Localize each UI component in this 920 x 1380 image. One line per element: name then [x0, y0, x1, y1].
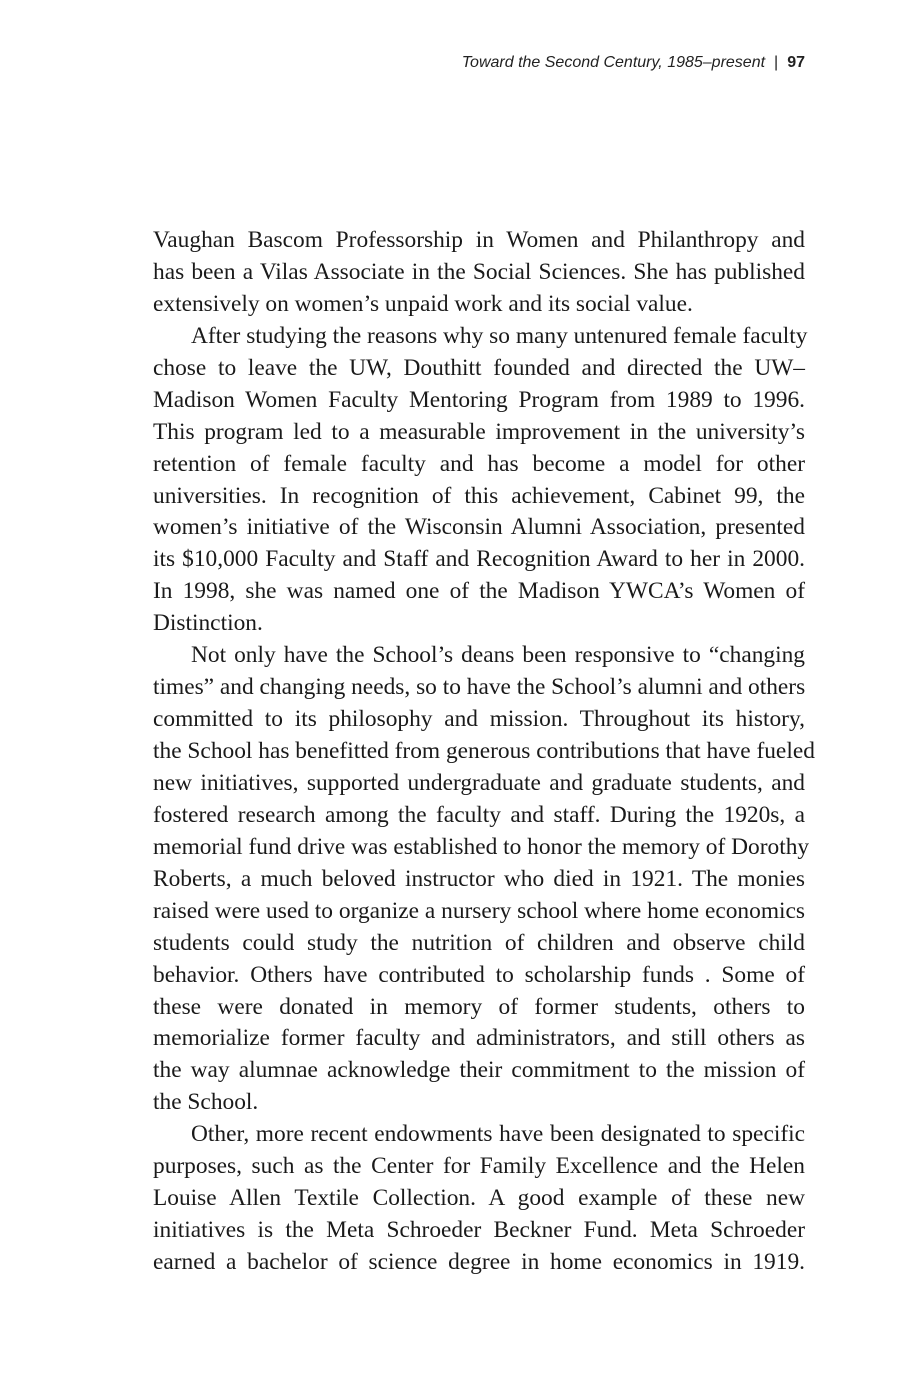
text-line: has been a Vilas Associate in the Social Sciences. She has published [153, 258, 805, 285]
text-line: purposes, such as the Center for Family Excellence and the Helen [153, 1153, 805, 1180]
running-head-separator: | [774, 54, 779, 71]
text-line: fostered research among the faculty and staff. During the 1920s, a [153, 801, 805, 828]
text-line: new initiatives, supported undergraduate and graduate students, and [153, 769, 805, 796]
text-line: Louise Allen Textile Collection. A good example of these new [153, 1185, 805, 1212]
text-line: times” and changing needs, so to have the School’s alumni and others [153, 674, 806, 701]
text-line: behavior. Others have contributed to scholarship funds . Some of [153, 961, 805, 988]
text-line: memorial fund drive was established to honor the memory of Dorothy [153, 833, 810, 860]
text-line: Vaughan Bascom Professorship in Women and Philanthropy and [153, 227, 805, 253]
text-line: universities. In recognition of this achievement, Cabinet 99, the [153, 482, 805, 509]
text-line: women’s initiative of the Wisconsin Alumni Association, presented [153, 514, 805, 541]
body-text [153, 225, 815, 1279]
text-line: retention of female faculty and has become a model for other [153, 450, 805, 477]
text-line: extensively on women’s unpaid work and its social value. [153, 290, 693, 317]
text-line: memorialize former faculty and administrators, and still others as [153, 1025, 805, 1052]
text-line: earned a bachelor of science degree in home economics in 1919. [153, 1249, 805, 1275]
text-line: Distinction. [153, 610, 263, 637]
paragraph [153, 640, 815, 1119]
text-line: Roberts, a much beloved instructor who died in 1921. The monies [153, 865, 805, 892]
paragraph [153, 1119, 805, 1279]
text-line: initiatives is the Meta Schroeder Beckner Fund. Meta Schroeder [153, 1217, 805, 1244]
text-line: the School. [153, 1089, 259, 1116]
text-line: these were donated in memory of former students, others to [153, 993, 805, 1020]
text-line: After studying the reasons why so many untenured female faculty [191, 322, 808, 349]
text-line: committed to its philosophy and mission. Throughout its history, [153, 706, 805, 733]
text-line: This program led to a measurable improvement in the university’s [153, 418, 805, 445]
text-line: raised were used to organize a nursery school where home economics [153, 897, 805, 924]
text-line: its $10,000 Faculty and Staff and Recognition Award to her in 2000. [153, 546, 805, 573]
text-line: In 1998, she was named one of the Madison YWCA’s Women of [153, 578, 805, 605]
running-head [462, 54, 805, 72]
text-line: Not only have the School’s deans been responsive to “changing [191, 642, 805, 669]
text-line: the School has benefitted from generous contributions that have fueled [153, 738, 815, 764]
text-line: chose to leave the UW, Douthitt founded and directed the UW– [153, 354, 805, 381]
paragraph [153, 225, 805, 321]
running-head-title: Toward the Second Century, 1985–present [461, 54, 766, 71]
text-line: students could study the nutrition of children and observe child [153, 929, 805, 956]
text-line: the way alumnae acknowledge their commitment to the mission of [153, 1057, 805, 1084]
paragraph [153, 321, 808, 640]
page-number: 97 [787, 54, 805, 71]
text-line: Madison Women Faculty Mentoring Program from 1989 to 1996. [153, 386, 805, 413]
text-line: Other, more recent endowments have been designated to specific [191, 1121, 805, 1148]
